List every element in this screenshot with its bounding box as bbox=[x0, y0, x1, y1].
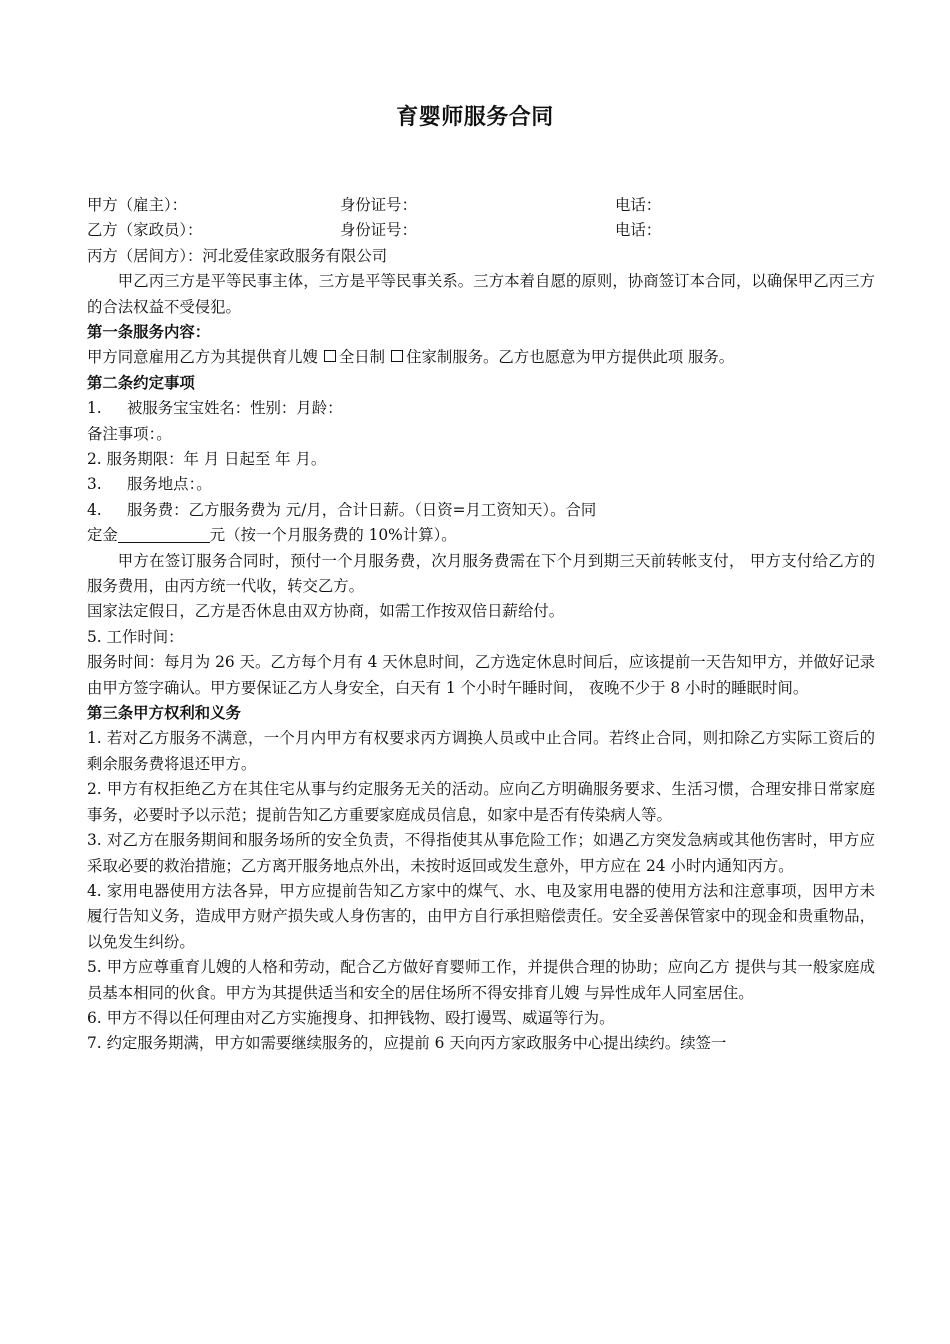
work-time-paragraph: 服务时间：每月为 26 天。乙方每个月有 4 天休息时间，乙方选定休息时间后，应该提前一天告知甲方，并做好记录由甲方签字确认。甲方要保证乙方人身安全，白天有 1 个小时午睡时间， 夜晚不少于 8 小时的睡眠时间。 bbox=[87, 653, 875, 697]
party-b-phone-label: 电话： bbox=[615, 221, 662, 240]
holiday-paragraph: 国家法定假日，乙方是否休息由双方协商，如需工作按双倍日薪给付。 bbox=[87, 602, 565, 621]
deposit-label: 定金 bbox=[87, 526, 118, 545]
s3-item: 3. 对乙方在服务期间和服务场所的安全负责，不得指使其从事危险工作；如遇乙方突发急病或其他伤害时，甲方应采取必要的救治措施；乙方离开服务地点外出，未按时返回或发生意外，甲方应在 24 小时内通知丙方。 bbox=[87, 831, 875, 875]
party-a-line bbox=[87, 193, 875, 218]
s3-item: 6. 甲方不得以任何理由对乙方实施搜身、扣押钱物、殴打谩骂、威逼等行为。 bbox=[87, 1008, 615, 1027]
contract-body bbox=[87, 193, 875, 1057]
item-2-2: 2. 服务期限：年 月 日起至 年 月。 bbox=[87, 450, 327, 469]
section-2-heading: 第二条约定事项 bbox=[87, 373, 195, 392]
s3-item: 5. 甲方应尊重育儿嫂的人格和劳动，配合乙方做好育婴师工作，并提供合理的协助；应向乙方 提供与其一般家庭成员基本相同的伙食。甲方为其提供适当和安全的居住场所不得安排育儿嫂 与异性成年人同室居住。 bbox=[87, 958, 875, 1002]
item-2-1 bbox=[87, 396, 875, 421]
party-b-id-label: 身份证号： bbox=[340, 221, 417, 240]
s3-item: 1. 若对乙方服务不满意，一个月内甲方有权要求丙方调换人员或中止合同。若终止合同，则扣除乙方实际工资后的剩余服务费将退还甲方。 bbox=[87, 729, 875, 773]
document-title: 育婴师服务合同 bbox=[396, 105, 554, 130]
item-number: 4. bbox=[87, 500, 102, 519]
deposit-line bbox=[87, 523, 875, 548]
section-1-heading: 第一条服务内容： bbox=[87, 322, 211, 341]
item-text: 服务地点：。 bbox=[127, 475, 212, 494]
party-c-label: 丙方（居间方）：河北爱佳家政服务有限公司 bbox=[87, 246, 388, 265]
party-c-line bbox=[87, 244, 875, 269]
option-full-time: 全日制 bbox=[338, 348, 386, 367]
section-3-heading: 第三条甲方权利和义务 bbox=[87, 704, 241, 723]
item-number: 1. bbox=[87, 399, 102, 418]
s3-item: 7. 约定服务期满，甲方如需要继续服务的，应提前 6 天向丙方家政服务中心提出续约。续签一 bbox=[87, 1034, 727, 1053]
item-2-1-note: 备注事项：。 bbox=[87, 424, 172, 443]
checkbox-icon bbox=[324, 350, 336, 362]
item-2-3 bbox=[87, 472, 875, 497]
party-a-phone-label: 电话： bbox=[615, 196, 662, 214]
item-text: 服务费：乙方服务费为 元/月，合计日薪。（日资=月工资知天）。合同 bbox=[127, 500, 597, 519]
item-number: 3. bbox=[87, 475, 102, 494]
party-a-id-label: 身份证号： bbox=[340, 196, 417, 214]
section-1-text bbox=[87, 345, 875, 370]
s3-item: 4. 家用电器使用方法各异，甲方应提前告知乙方家中的煤气、水、电及家用电器的使用方法和注意事项，因甲方未履行告知义务，造成甲方财产损失或人身伤害的，由甲方自行承担赔偿责任。安全妥善保管家中的现金和贵重物品，以免发生纠纷。 bbox=[87, 881, 875, 951]
intro-paragraph: 甲乙丙三方是平等民事主体，三方是平等民事关系。三方本着自愿的原则，协商签订本合同，以确保甲乙丙三方的合法权益不受侵犯。 bbox=[87, 272, 875, 316]
party-b-line bbox=[87, 218, 875, 243]
party-a-label: 甲方（雇主）： bbox=[87, 196, 188, 214]
item-2-4 bbox=[87, 498, 875, 523]
payment-paragraph: 甲方在签订服务合同时，预付一个月服务费，次月服务费需在下个月到期三天前转帐支付， 甲方支付给乙方的服务费用，由丙方统一代收，转交乙方。 bbox=[87, 551, 875, 596]
blank-line bbox=[118, 524, 210, 543]
deposit-text: 元（按一个月服务费的 10%计算）。 bbox=[209, 526, 457, 545]
checkbox-icon bbox=[391, 350, 403, 362]
option-live-in: 住家制服务。乙方也愿意为甲方提供此项 服务。 bbox=[406, 348, 735, 367]
party-b-label: 乙方（家政员）： bbox=[87, 221, 203, 240]
item-text: 被服务宝宝姓名：性别：月龄： bbox=[127, 399, 343, 418]
section-1-text-pre: 甲方同意雇用乙方为其提供育儿嫂 bbox=[87, 348, 318, 367]
item-2-5: 5. 工作时间： bbox=[87, 627, 184, 646]
s3-item: 2. 甲方有权拒绝乙方在其住宅从事与约定服务无关的活动。应向乙方明确服务要求、生活习惯，合理安排日常家庭事务，必要时予以示范；提前告知乙方重要家庭成员信息，如家中是否有传染病人等。 bbox=[87, 780, 875, 824]
